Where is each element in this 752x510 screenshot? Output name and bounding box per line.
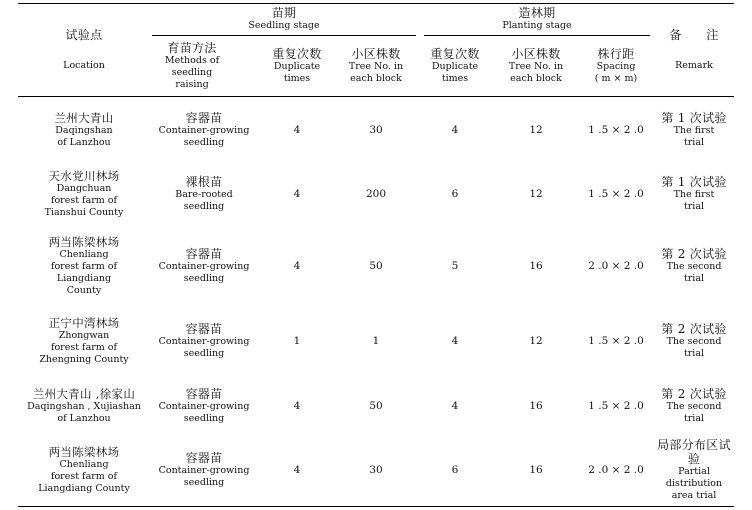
seedling-duplicate-value: 4 [293,400,301,412]
planting-duplicate-value: 4 [451,124,459,136]
spacing-cell [578,100,654,160]
remark-en-line: trial [683,413,705,424]
spacing-value: 2 .0 × 2 .0 [588,260,644,272]
method-en-line: Bare-rooted [175,189,233,200]
seedling-tree-no-cell [338,163,414,225]
location-cell [18,306,150,376]
method-cell [152,228,256,304]
planting-duplicate-value: 6 [451,188,459,200]
header-spacing [578,37,654,95]
remark-en-line: trial [683,348,705,359]
location-en-line: Chenliang [59,459,109,470]
remark-zh: 局部分布区试验 [657,438,731,466]
remark-en-line: trial [683,137,705,148]
planting-duplicate-value: 4 [451,400,459,412]
planting-stage-underline [424,35,650,36]
location-en-line: Liangdiang [56,273,112,284]
method-zh: 容器苗 [185,451,223,465]
method-en-line: seedling [183,348,225,359]
remark-zh: 第 1 次试验 [661,111,727,125]
method-en-line: Container-growing [158,261,250,272]
remark-zh: 第 2 次试验 [661,322,727,336]
location-zh: 正宁中湾林场 [48,316,120,330]
location-en-line: Chenliang [59,249,109,260]
remark-zh: 第 1 次试验 [661,175,727,189]
remark-cell [654,163,734,225]
table-bottom-rule [18,506,734,507]
seedling-tree-no-value: 50 [369,400,383,412]
remark-cell [654,436,734,504]
spacing-cell [578,378,654,434]
method-en-line: Container-growing [158,401,250,412]
header-tree2-en1: Tree No. in [508,61,564,72]
method-en-line: Container-growing [158,336,250,347]
spacing-cell [578,228,654,304]
method-zh: 容器苗 [185,322,223,336]
header-seedling-stage [152,4,416,34]
location-zh: 兰州大青山 ,徐家山 [32,387,136,401]
seedling-duplicate-cell [262,163,332,225]
seedling-tree-no-value: 30 [369,464,383,476]
planting-tree-no-cell [498,228,574,304]
method-en-line: seedling [183,137,225,148]
header-spacing-en1: Spacing [596,61,636,72]
seedling-duplicate-cell [262,378,332,434]
header-remark-zh: 备 注 [669,28,719,42]
seedling-duplicate-cell [262,228,332,304]
method-en-line: Container-growing [158,125,250,136]
header-planting-stage-en: Planting stage [502,20,572,31]
seedling-duplicate-value: 1 [293,335,301,347]
location-en-line: Zhengning County [39,354,129,365]
method-zh: 容器苗 [185,387,223,401]
header-seedling-stage-en: Seedling stage [248,20,320,31]
location-cell [18,163,150,225]
location-en-line: Dangchuan [56,183,112,194]
planting-duplicate-cell [420,436,490,504]
header-remark [654,6,734,94]
seedling-tree-no-value: 50 [369,260,383,272]
remark-en-line: area trial [671,490,717,501]
header-location-zh: 试验点 [65,28,103,42]
location-en-line: Daqingshan [55,125,113,136]
planting-tree-no-value: 16 [529,400,543,412]
header-tree1-zh: 小区株数 [351,47,401,61]
spacing-value: 1 .5 × 2 .0 [588,124,644,136]
method-cell [152,436,256,504]
method-en-line: seedling [183,273,225,284]
location-zh: 天水党川林场 [48,169,120,183]
location-cell [18,228,150,304]
header-spacing-en2: ( m × m) [594,73,638,84]
remark-en-line: distribution [665,478,723,489]
header-method-en3: raising [175,79,209,90]
header-dup2-zh: 重复次数 [430,47,480,61]
seedling-tree-no-cell [338,228,414,304]
header-tree1 [338,37,414,95]
header-dup2-en1: Duplicate [431,61,479,72]
header-dup2-en2: times [441,73,469,84]
remark-en-line: trial [683,201,705,212]
location-en-line: of Lanzhou [57,137,111,148]
seedling-tree-no-value: 30 [369,124,383,136]
planting-tree-no-cell [498,436,574,504]
header-remark-en: Remark [675,60,713,71]
location-en-line: Tianshui County [44,207,124,218]
planting-tree-no-cell [498,306,574,376]
location-en-line: forest farm of [50,471,118,482]
method-cell [152,163,256,225]
seedling-tree-no-cell [338,436,414,504]
planting-duplicate-cell [420,306,490,376]
location-en-line: County [66,285,102,296]
remark-zh: 第 2 次试验 [661,247,727,261]
method-zh: 容器苗 [185,247,223,261]
method-en-line: seedling [183,477,225,488]
planting-tree-no-cell [498,100,574,160]
planting-duplicate-cell [420,100,490,160]
header-dup1 [262,37,332,95]
planting-tree-no-value: 16 [529,464,543,476]
seedling-tree-no-value: 200 [365,188,387,200]
method-zh: 容器苗 [185,111,223,125]
seedling-duplicate-value: 4 [293,188,301,200]
header-tree2-en2: each block [510,73,562,84]
header-tree2 [498,37,574,95]
header-spacing-zh: 株行距 [597,47,635,61]
method-cell [152,378,256,434]
seedling-duplicate-value: 4 [293,124,301,136]
seedling-tree-no-value: 1 [372,335,380,347]
remark-en-line: The second [666,336,722,347]
header-dup1-en2: times [283,73,311,84]
location-en-line: Daqingshan , Xujiashan [27,401,141,412]
location-cell [18,378,150,434]
location-en-line: of Lanzhou [57,413,111,424]
seedling-duplicate-cell [262,436,332,504]
header-tree2-zh: 小区株数 [511,47,561,61]
planting-duplicate-cell [420,228,490,304]
header-method-zh: 育苗方法 [167,41,217,55]
planting-tree-no-value: 16 [529,260,543,272]
planting-tree-no-value: 12 [529,188,543,200]
location-zh: 两当陈梁林场 [48,445,120,459]
remark-en-line: The first [673,189,715,200]
header-planting-stage [424,4,650,34]
header-method-en1: Methods of [164,55,220,66]
location-cell [18,100,150,160]
location-en-line: forest farm of [50,261,118,272]
spacing-value: 1 .5 × 2 .0 [588,188,644,200]
seedling-duplicate-value: 4 [293,260,301,272]
remark-en-line: The second [666,261,722,272]
seedling-tree-no-cell [338,100,414,160]
header-dup1-en1: Duplicate [273,61,321,72]
remark-en-line: The second [666,401,722,412]
planting-duplicate-value: 4 [451,335,459,347]
planting-duplicate-value: 6 [451,464,459,476]
spacing-cell [578,306,654,376]
seedling-duplicate-cell [262,100,332,160]
header-dup1-zh: 重复次数 [272,47,322,61]
header-location-en: Location [63,60,105,71]
header-tree1-en2: each block [350,73,402,84]
spacing-value: 1 .5 × 2 .0 [588,335,644,347]
method-en-line: seedling [183,201,225,212]
header-method-en2: seedling [171,67,213,78]
seedling-duplicate-value: 4 [293,464,301,476]
remark-en-line: The first [673,125,715,136]
planting-tree-no-cell [498,163,574,225]
method-zh: 裸根苗 [185,175,223,189]
planting-duplicate-value: 5 [451,260,459,272]
header-tree1-en1: Tree No. in [348,61,404,72]
planting-tree-no-cell [498,378,574,434]
location-zh: 两当陈梁林场 [48,235,120,249]
header-location [18,6,150,94]
method-cell [152,100,256,160]
location-en-line: forest farm of [50,195,118,206]
remark-en-line: trial [683,273,705,284]
seedling-tree-no-cell [338,306,414,376]
remark-cell [654,228,734,304]
planting-tree-no-value: 12 [529,335,543,347]
planting-duplicate-cell [420,378,490,434]
spacing-cell [578,163,654,225]
seedling-stage-underline [152,35,416,36]
spacing-value: 2 .0 × 2 .0 [588,464,644,476]
location-cell [18,436,150,504]
planting-duplicate-cell [420,163,490,225]
method-cell [152,306,256,376]
method-en-line: Container-growing [158,465,250,476]
location-zh: 兰州大青山 [54,111,114,125]
location-en-line: Liangdiang County [38,483,130,494]
remark-cell [654,100,734,160]
remark-en-line: Partial [678,466,710,477]
header-bottom-rule [18,96,734,97]
header-method [152,37,232,95]
remark-cell [654,306,734,376]
method-en-line: seedling [183,413,225,424]
seedling-tree-no-cell [338,378,414,434]
header-planting-stage-zh: 造林期 [518,6,556,20]
remark-cell [654,378,734,434]
header-seedling-stage-zh: 苗期 [271,6,297,20]
planting-tree-no-value: 12 [529,124,543,136]
header-dup2 [420,37,490,95]
spacing-value: 1 .5 × 2 .0 [588,400,644,412]
location-en-line: Zhongwan [58,330,110,341]
location-en-line: forest farm of [50,342,118,353]
remark-zh: 第 2 次试验 [661,387,727,401]
seedling-duplicate-cell [262,306,332,376]
spacing-cell [578,436,654,504]
